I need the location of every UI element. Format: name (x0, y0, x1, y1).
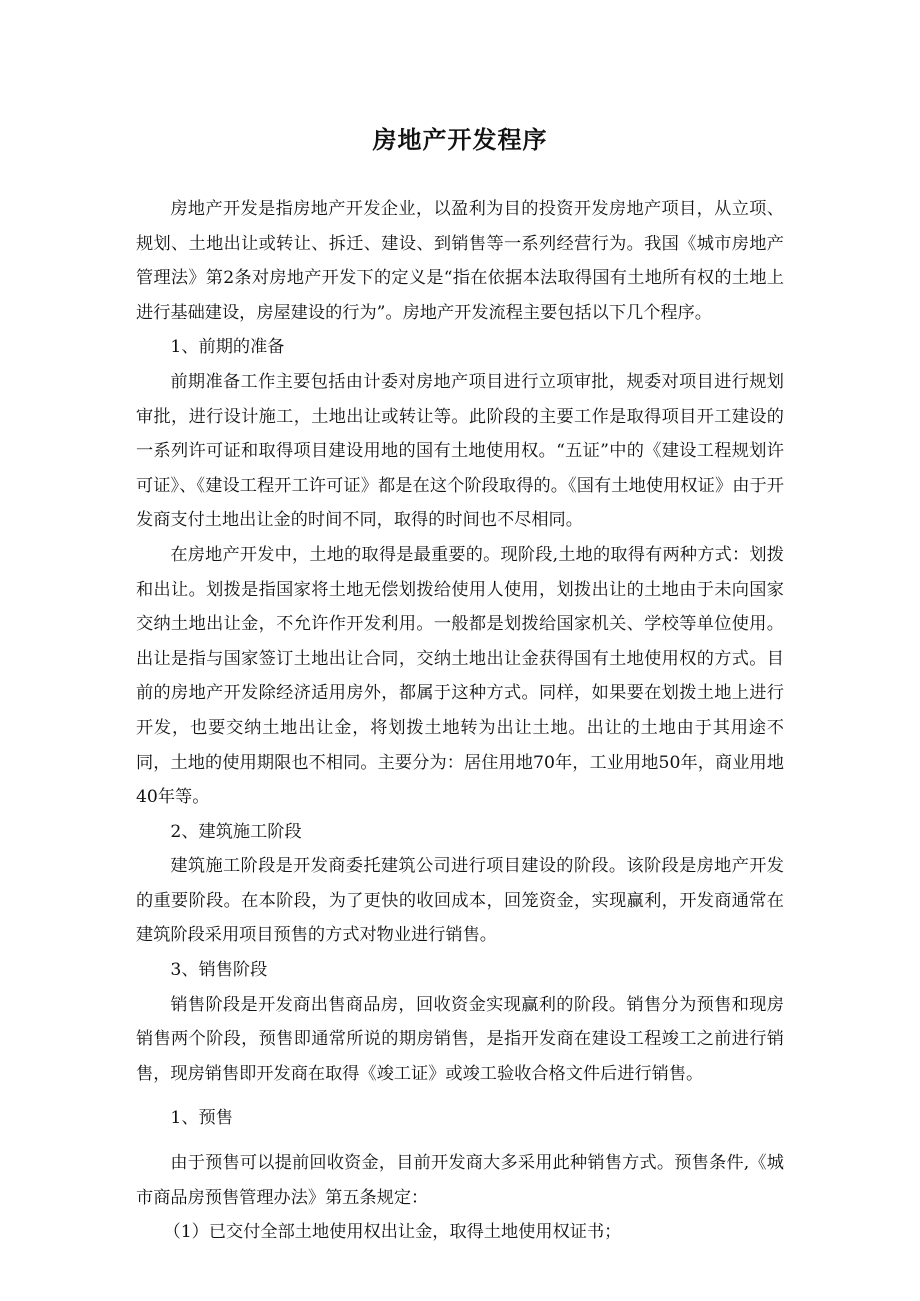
preparation-paragraph: 前期准备工作主要包括由计委对房地产项目进行立项审批，规委对项目进行规划审批，进行设计施工，土地出让或转让等。此阶段的主要工作是取得项目开工建设的一系列许可证和取得项目建设用地的国有土地使用权。“五证”中的《建设工程规划许可证》、《建设工程开工许可证》都是在这个阶段取得的。《国有土地使用权证》由于开发商支付土地出让金的时间不同，取得的时间也不尽相同。 (136, 371, 784, 531)
presale-condition-item: （1）已交付全部土地使用权出让金，取得土地使用权证书； (163, 1222, 622, 1243)
land-acquisition-paragraph: 在房地产开发中，土地的取得是最重要的。现阶段,土地的取得有两种方式：划拨和出让。划拨是指国家将土地无偿划拨给使用人使用，划拨出让的土地由于未向国家交纳土地出让金，不允许作开发利用。一般都是划拨给国家机关、学校等单位使用。出让是指与国家签订土地出让合同，交纳土地出让金获得国有土地使用权的方式。目前的房地产开发除经济适用房外，都属于这种方式。同样，如果要在划拨土地上进行开发，也要交纳土地出让金，将划拨土地转为出让土地。出让的土地由于其用途不同，土地的使用期限也不相同。主要分为：居住用地70年，工业用地50年，商业用地40年等。 (136, 544, 784, 808)
section-heading-preparation: 1、前期的准备 (170, 337, 285, 358)
intro-paragraph: 房地产开发是指房地产开发企业，以盈利为目的投资开发房地产项目，从立项、规划、土地出让或转让、拆迁、建设、到销售等一系列经营行为。我国《城市房地产管理法》第2条对房地产开发下的定义是“指在依据本法取得国有土地所有权的土地上进行基础建设，房屋建设的行为”。房地产开发流程主要包括以下几个程序。 (136, 199, 784, 323)
subsection-heading-presale: 1、预售 (170, 1108, 233, 1129)
sales-paragraph: 销售阶段是开发商出售商品房，回收资金实现赢利的阶段。销售分为预售和现房销售两个阶段，预售即通常所说的期房销售，是指开发商在建设工程竣工之前进行销售，现房销售即开发商在取得《竣工证》或竣工验收合格文件后进行销售。 (136, 994, 784, 1084)
section-heading-construction: 2、建筑施工阶段 (170, 821, 302, 842)
document-title: 房地产开发程序 (372, 126, 548, 154)
section-heading-sales: 3、销售阶段 (170, 960, 268, 981)
presale-paragraph: 由于预售可以提前回收资金，目前开发商大多采用此种销售方式。预售条件,《城市商品房预售管理办法》第五条规定： (136, 1153, 784, 1208)
construction-paragraph: 建筑施工阶段是开发商委托建筑公司进行项目建设的阶段。该阶段是房地产开发的重要阶段。在本阶段，为了更快的收回成本，回笼资金，实现赢利，开发商通常在建筑阶段采用项目预售的方式对物业进行销售。 (136, 856, 784, 946)
